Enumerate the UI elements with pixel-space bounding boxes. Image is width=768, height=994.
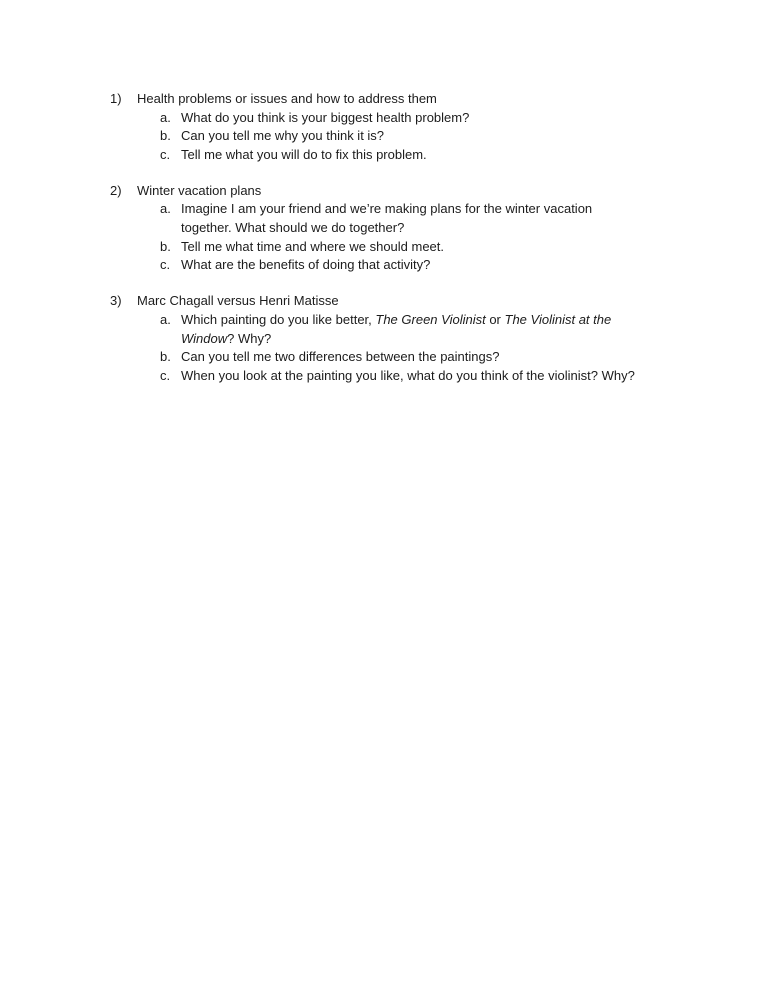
question-heading (110, 292, 680, 311)
text-line (181, 127, 680, 146)
text-segment: The Green Violinist (375, 311, 486, 327)
text-segment: The Violinist at the (504, 311, 612, 327)
question-block (110, 292, 680, 385)
question-heading (110, 90, 680, 109)
sub-item-text (181, 256, 680, 275)
text-segment: Can you tell me why you think it is? (181, 128, 385, 144)
sub-item-letter: a. (160, 311, 171, 327)
sub-item (160, 109, 680, 128)
sub-item-text (181, 200, 680, 237)
sub-item (160, 367, 680, 386)
text-line (181, 311, 680, 330)
question-number: 2) (110, 182, 122, 198)
sub-item (160, 146, 680, 165)
sub-item-letter: a. (160, 201, 171, 217)
text-segment: Which painting do you like better, (181, 311, 376, 327)
sub-item-text (181, 127, 680, 146)
sub-item-letter: b. (160, 349, 171, 365)
text-line (181, 146, 680, 165)
text-line (181, 200, 680, 219)
text-segment: When you look at the painting you like, what do you think of the violinist? Why? (181, 367, 635, 383)
question-block (110, 182, 680, 275)
text-segment: Window (181, 330, 228, 346)
sub-item (160, 200, 680, 237)
text-segment: Tell me what you will do to fix this problem. (181, 146, 427, 162)
question-heading (110, 182, 680, 201)
sub-item-letter: c. (160, 367, 171, 383)
sub-item-letter: b. (160, 238, 171, 254)
text-segment: Can you tell me two differences between the paintings? (181, 349, 500, 365)
sub-item-text (181, 311, 680, 348)
text-line (181, 367, 680, 386)
text-segment: ? Why? (227, 330, 272, 346)
sub-item-letter: c. (160, 146, 171, 162)
question-list (110, 90, 680, 385)
sub-item (160, 127, 680, 146)
sub-item (160, 256, 680, 275)
text-segment: or (485, 311, 505, 327)
text-segment: Imagine I am your friend and we’re making plans for the winter vacation (181, 201, 593, 217)
text-line (181, 219, 680, 238)
text-line (181, 238, 680, 257)
text-line (181, 109, 680, 128)
question-block (110, 90, 680, 164)
question-number: 3) (110, 293, 122, 309)
sub-item-text (181, 367, 680, 386)
question-title: Health problems or issues and how to address them (137, 91, 437, 106)
question-title: Winter vacation plans (137, 182, 262, 198)
sub-item (160, 238, 680, 257)
question-title: Marc Chagall versus Henri Matisse (137, 293, 339, 309)
sub-item-text (181, 146, 680, 165)
text-segment: What do you think is your biggest health problem? (181, 109, 470, 125)
sub-item-letter: b. (160, 128, 171, 144)
text-line (181, 348, 680, 367)
text-segment: What are the benefits of doing that activity? (181, 257, 431, 273)
sub-item (160, 348, 680, 367)
sub-item-text (181, 238, 680, 257)
text-segment: together. What should we do together? (181, 220, 405, 236)
sub-item-letter: c. (160, 257, 171, 273)
sub-item-text (181, 348, 680, 367)
question-number: 1) (110, 91, 122, 106)
sub-item-letter: a. (160, 109, 171, 125)
text-line (181, 256, 680, 275)
text-line (181, 330, 680, 349)
text-segment: Tell me what time and where we should meet. (181, 238, 445, 254)
sub-item-text (181, 109, 680, 128)
sub-item (160, 311, 680, 348)
